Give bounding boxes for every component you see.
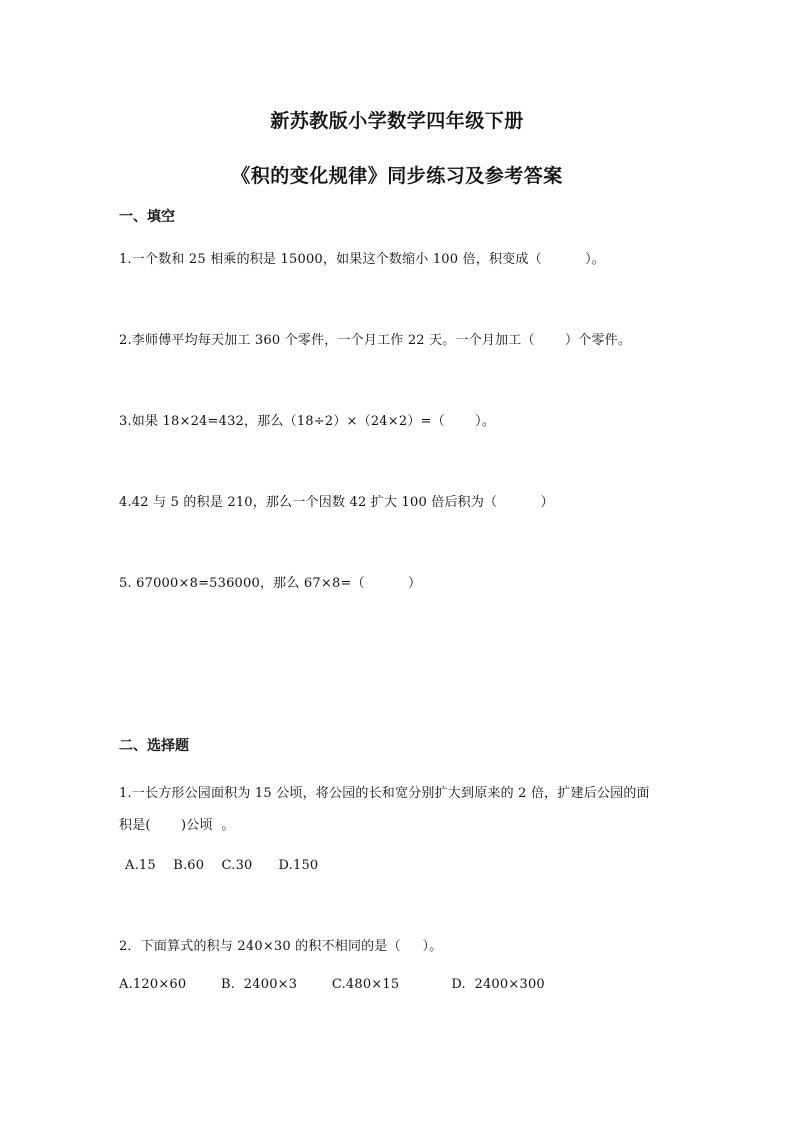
choice-question-2: 2．下面算式的积与 240×30 的积不相同的是（ ）。 bbox=[119, 939, 443, 954]
choice-question-1-line1: 1.一长方形公园面积为 15 公顷，将公园的长和宽分别扩大到原来的 2 倍，扩建后公园的面 bbox=[119, 786, 650, 801]
choice-question-1-line2: 积是( )公顷 。 bbox=[119, 818, 235, 833]
section-heading-fill-in: 一、填空 bbox=[119, 209, 175, 225]
document-title-line1: 新苏教版小学数学四年级下册 bbox=[270, 110, 524, 132]
fill-question-3: 3.如果 18×24=432，那么（18÷2）×（24×2）=（ ）。 bbox=[119, 414, 496, 429]
section-heading-choice: 二、选择题 bbox=[119, 738, 189, 754]
fill-question-5: 5. 67000×8=536000，那么 67×8=（ ） bbox=[119, 576, 422, 591]
fill-question-2: 2.李师傅平均每天加工 360 个零件，一个月工作 22 天。一个月加工（ ）个零件。 bbox=[119, 333, 632, 348]
fill-question-1: 1.一个数和 25 相乘的积是 15000，如果这个数缩小 100 倍，积变成（ ）。 bbox=[119, 252, 605, 267]
fill-question-4: 4.42 与 5 的积是 210，那么一个因数 42 扩大 100 倍后积为（ ） bbox=[119, 495, 554, 510]
choice-question-1-options: A.15 B.60 C.30 D.150 bbox=[125, 858, 319, 873]
document-title-line2: 《积的变化规律》同步练习及参考答案 bbox=[231, 165, 563, 187]
choice-question-2-options: A.120×60 B. 2400×3 C.480×15 D. 2400×300 bbox=[119, 977, 545, 992]
